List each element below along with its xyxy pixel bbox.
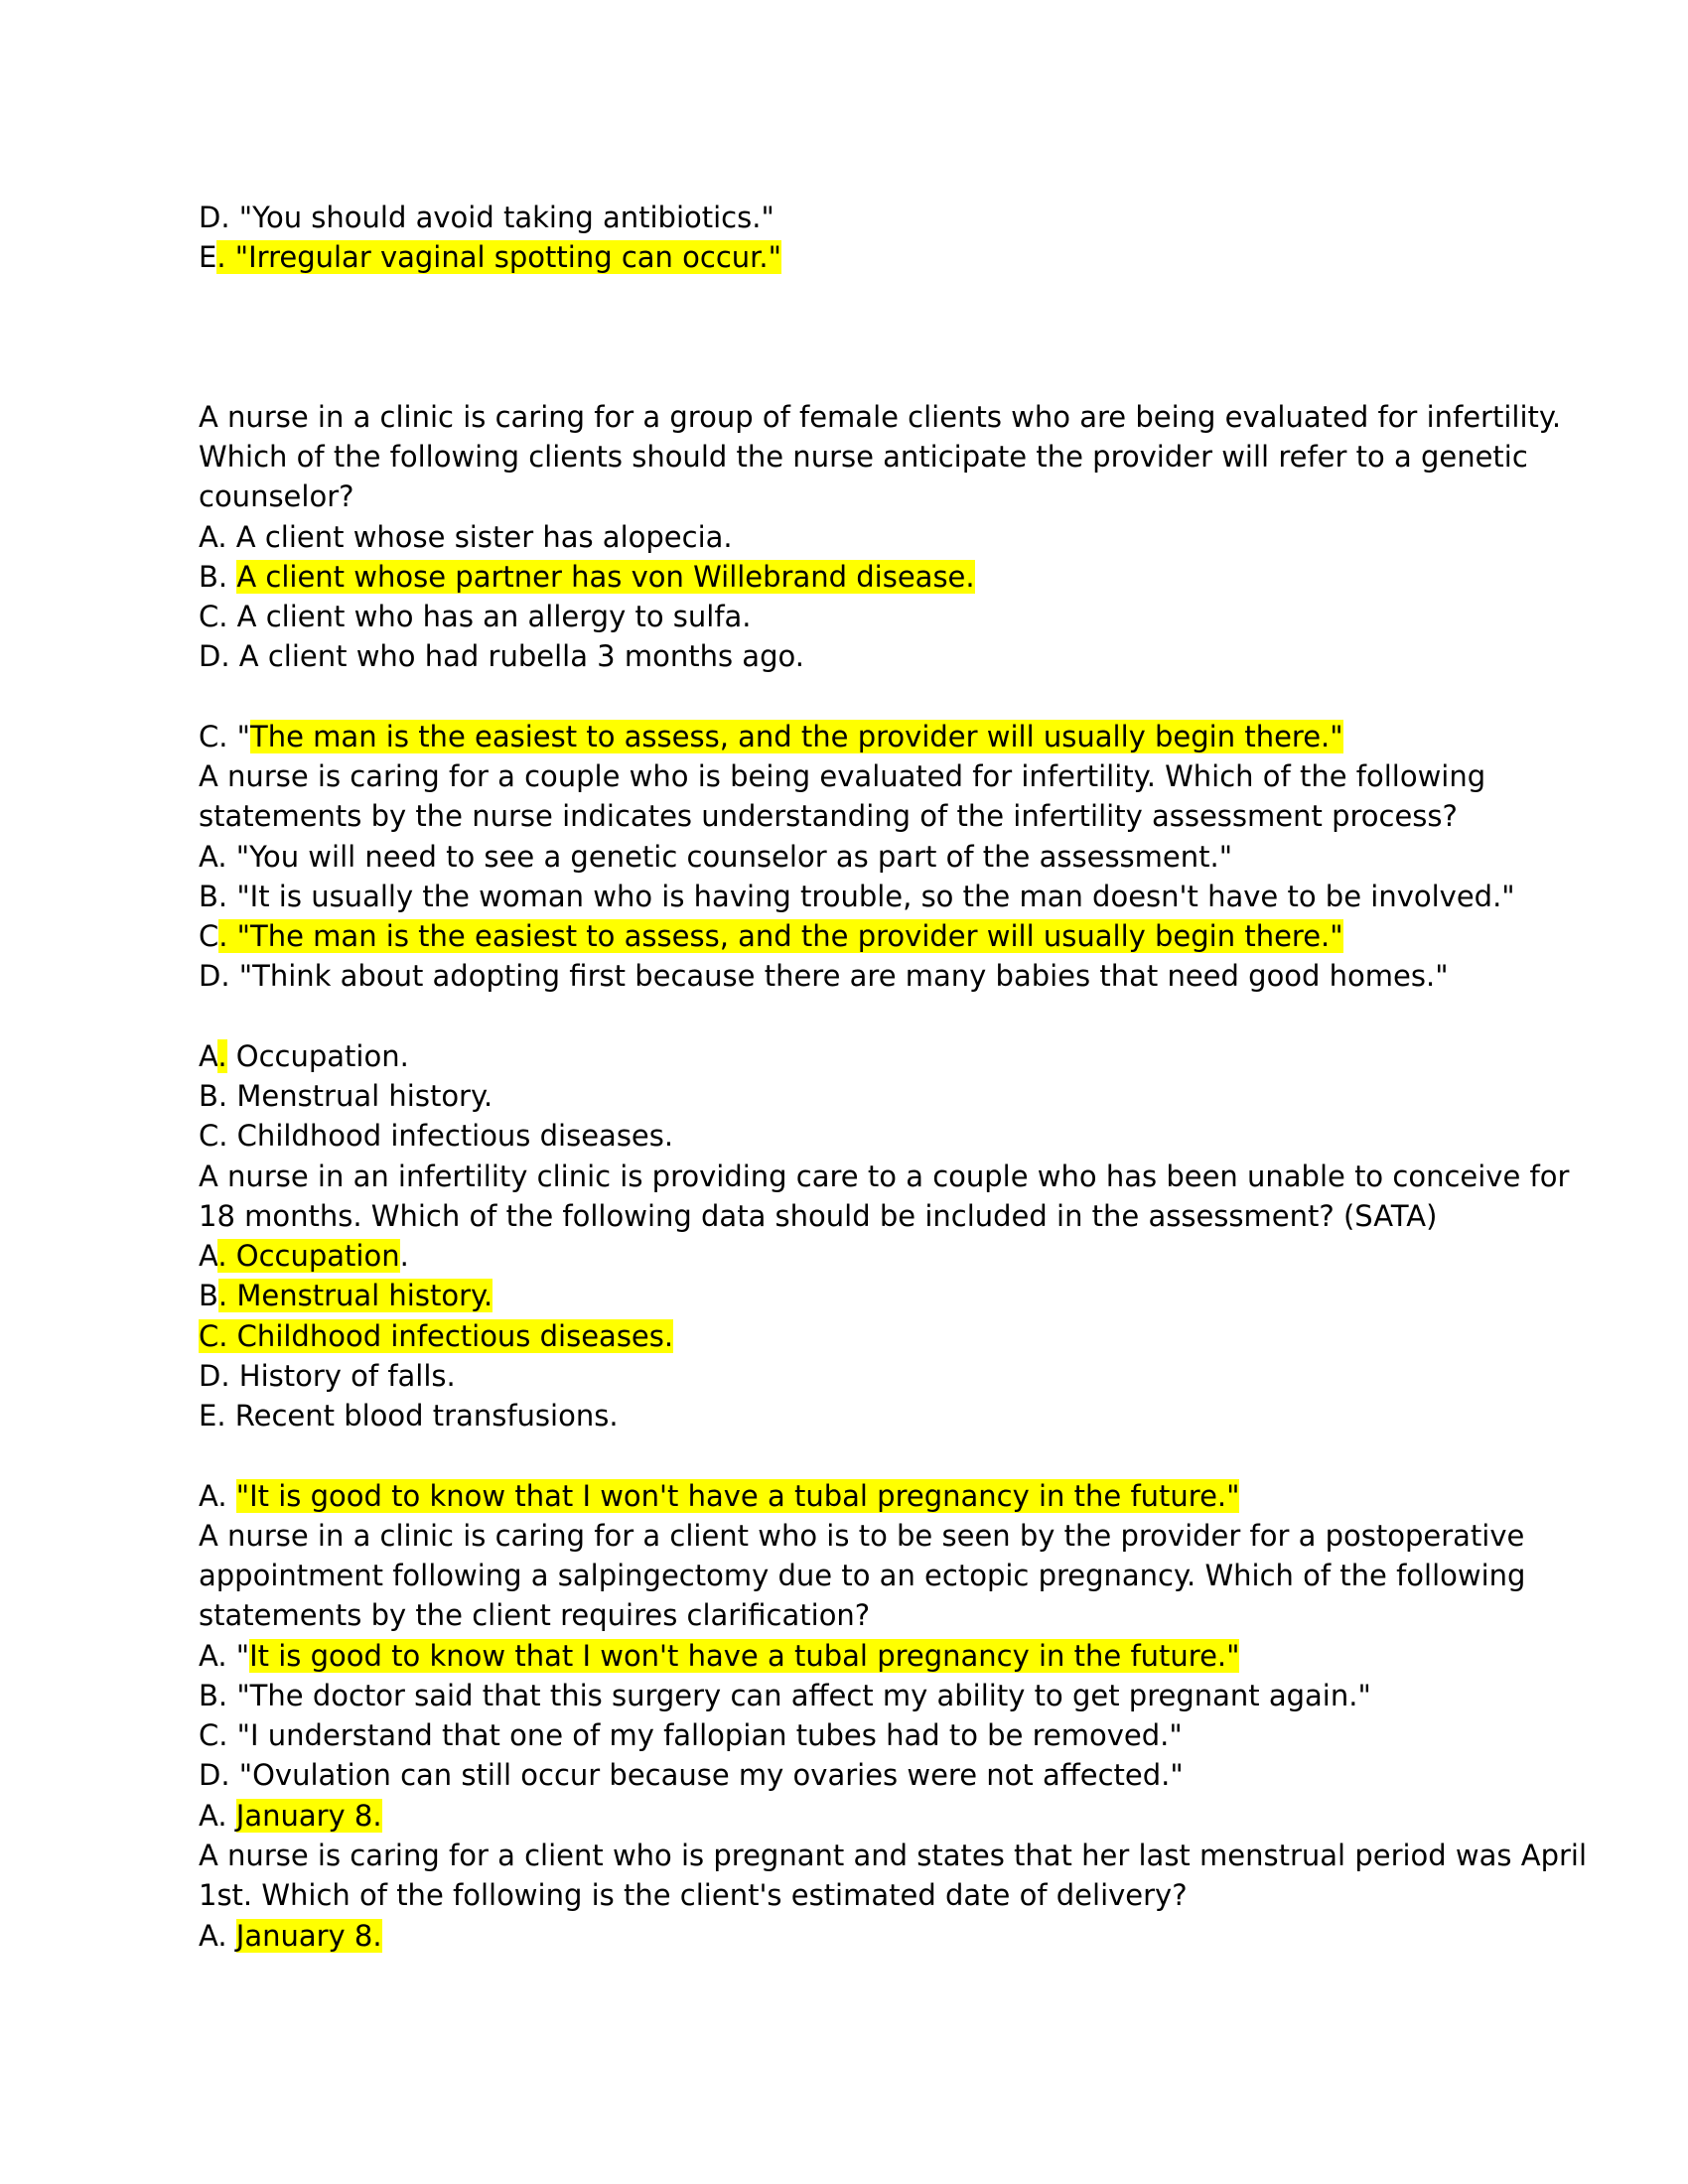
question-text: [199, 437, 1528, 477]
text-run: B. Menstrual history.: [199, 1079, 493, 1113]
answer-option: [199, 837, 1232, 877]
text-line: [199, 198, 774, 237]
answer-option: [199, 557, 975, 597]
text-run: B.: [199, 560, 237, 594]
answer-option: [199, 916, 1343, 956]
highlighted-answer: . "The man is the easiest to assess, and the provider will usually begin there.": [218, 919, 1343, 953]
highlighted-answer: . "Irregular vaginal spotting can occur.": [216, 240, 781, 274]
answer-option: [199, 1755, 1184, 1795]
text-run: A. A client whose sister has alopecia.: [199, 520, 733, 554]
question-text: [199, 1157, 1569, 1196]
question-text: [199, 1836, 1587, 1875]
text-run: A nurse in a clinic is caring for a client who is to be seen by the provider for a postoperative: [199, 1519, 1525, 1553]
text-run: 1st. Which of the following is the client's estimated date of delivery?: [199, 1878, 1188, 1912]
text-run: A. "You will need to see a genetic counselor as part of the assessment.": [199, 840, 1233, 874]
answer-option: [199, 597, 752, 636]
highlighted-answer: C. Childhood infectious diseases.: [199, 1319, 674, 1353]
highlighted-answer: . Menstrual history.: [217, 1279, 493, 1312]
text-run: A nurse is caring for a client who is pregnant and states that her last menstrual period was April: [199, 1839, 1588, 1872]
text-run: D. A client who had rubella 3 months ago.: [199, 639, 804, 673]
text-run: E. Recent blood transfusions.: [199, 1399, 619, 1433]
answer-option: [199, 1396, 619, 1435]
highlighted-answer: A client whose partner has von Willebrand disease.: [236, 560, 975, 594]
text-run: statements by the nurse indicates understanding of the infertility assessment process?: [199, 799, 1458, 833]
answer-option: [199, 636, 804, 676]
text-run: counselor?: [199, 479, 354, 513]
answer-option: [199, 517, 733, 557]
text-run: A.: [199, 1479, 236, 1513]
text-run: Occupation.: [226, 1039, 409, 1073]
text-run: D. "Think about adopting first because there are many babies that need good homes.": [199, 959, 1449, 993]
text-run: D. "Ovulation can still occur because my ovaries were not affected.": [199, 1758, 1184, 1792]
highlighted-answer: "It is good to know that I won't have a tubal pregnancy in the future.": [235, 1479, 1240, 1513]
question-text: [199, 477, 354, 516]
answer-option: [199, 1276, 492, 1315]
text-run: A nurse in a clinic is caring for a group of female clients who are being evaluated for infertility.: [199, 400, 1562, 434]
text-run: 18 months. Which of the following data should be included in the assessment? (SATA): [199, 1199, 1438, 1233]
text-run: A.: [199, 1799, 236, 1833]
question-text: [199, 1595, 870, 1635]
question-text: [199, 756, 1485, 796]
highlighted-answer: . Occupation: [217, 1239, 400, 1273]
answer-key: [199, 1036, 409, 1076]
answer-option: [199, 877, 1515, 916]
answer-key: [199, 1796, 382, 1836]
answer-key: [199, 1116, 673, 1156]
text-run: D. "You should avoid taking antibiotics.": [199, 201, 774, 234]
answer-option: [199, 1916, 382, 1956]
text-run: C. "I understand that one of my fallopian tubes had to be removed.": [199, 1718, 1183, 1752]
text-run: D. History of falls.: [199, 1359, 456, 1393]
answer-option: [199, 1676, 1371, 1715]
question-text: [199, 1875, 1188, 1915]
text-run: B. "It is usually the woman who is having trouble, so the man doesn't have to be involved.": [199, 880, 1515, 913]
answer-option: [199, 956, 1449, 996]
text-run: A.: [199, 1919, 236, 1953]
text-run: .: [399, 1239, 409, 1273]
text-run: C. A client who has an allergy to sulfa.: [199, 600, 752, 633]
text-run: B: [199, 1279, 218, 1312]
text-run: A nurse in an infertility clinic is providing care to a couple who has been unable to conceive for: [199, 1160, 1570, 1193]
text-run: statements by the client requires clarification?: [199, 1598, 871, 1632]
answer-option: [199, 1636, 1239, 1676]
text-run: C. Childhood infectious diseases.: [199, 1119, 674, 1153]
text-run: A: [199, 1239, 218, 1273]
highlighted-answer: January 8.: [235, 1919, 382, 1953]
question-text: [199, 1516, 1524, 1556]
highlighted-answer: The man is the easiest to assess, and the provider will usually begin there.": [250, 720, 1343, 753]
highlighted-answer: It is good to know that I won't have a tubal pregnancy in the future.": [249, 1639, 1240, 1673]
highlighted-answer: January 8.: [235, 1799, 382, 1833]
answer-key: [199, 717, 1343, 756]
text-run: Which of the following clients should the nurse anticipate the provider will refer to a genetic: [199, 440, 1528, 474]
answer-option: [199, 1356, 456, 1396]
text-run: appointment following a salpingectomy due to an ectopic pregnancy. Which of the following: [199, 1559, 1526, 1592]
answer-key: [199, 1476, 1239, 1516]
highlighted-answer: .: [217, 1039, 227, 1073]
question-text: [199, 1556, 1525, 1595]
question-text: [199, 796, 1458, 836]
question-text: [199, 1196, 1437, 1236]
answer-option: [199, 1316, 673, 1356]
question-text: [199, 397, 1561, 437]
text-run: A. ": [199, 1639, 250, 1673]
text-run: A nurse is caring for a couple who is being evaluated for infertility. Which of the following: [199, 759, 1486, 793]
text-run: A: [199, 1039, 218, 1073]
text-run: E: [199, 240, 217, 274]
answer-option: [199, 1715, 1183, 1755]
text-run: C: [199, 919, 219, 953]
answer-key: [199, 1076, 492, 1116]
text-run: C. ": [199, 720, 251, 753]
text-line: [199, 237, 781, 277]
answer-option: [199, 1236, 409, 1276]
text-run: B. "The doctor said that this surgery can affect my ability to get pregnant again.": [199, 1679, 1371, 1712]
